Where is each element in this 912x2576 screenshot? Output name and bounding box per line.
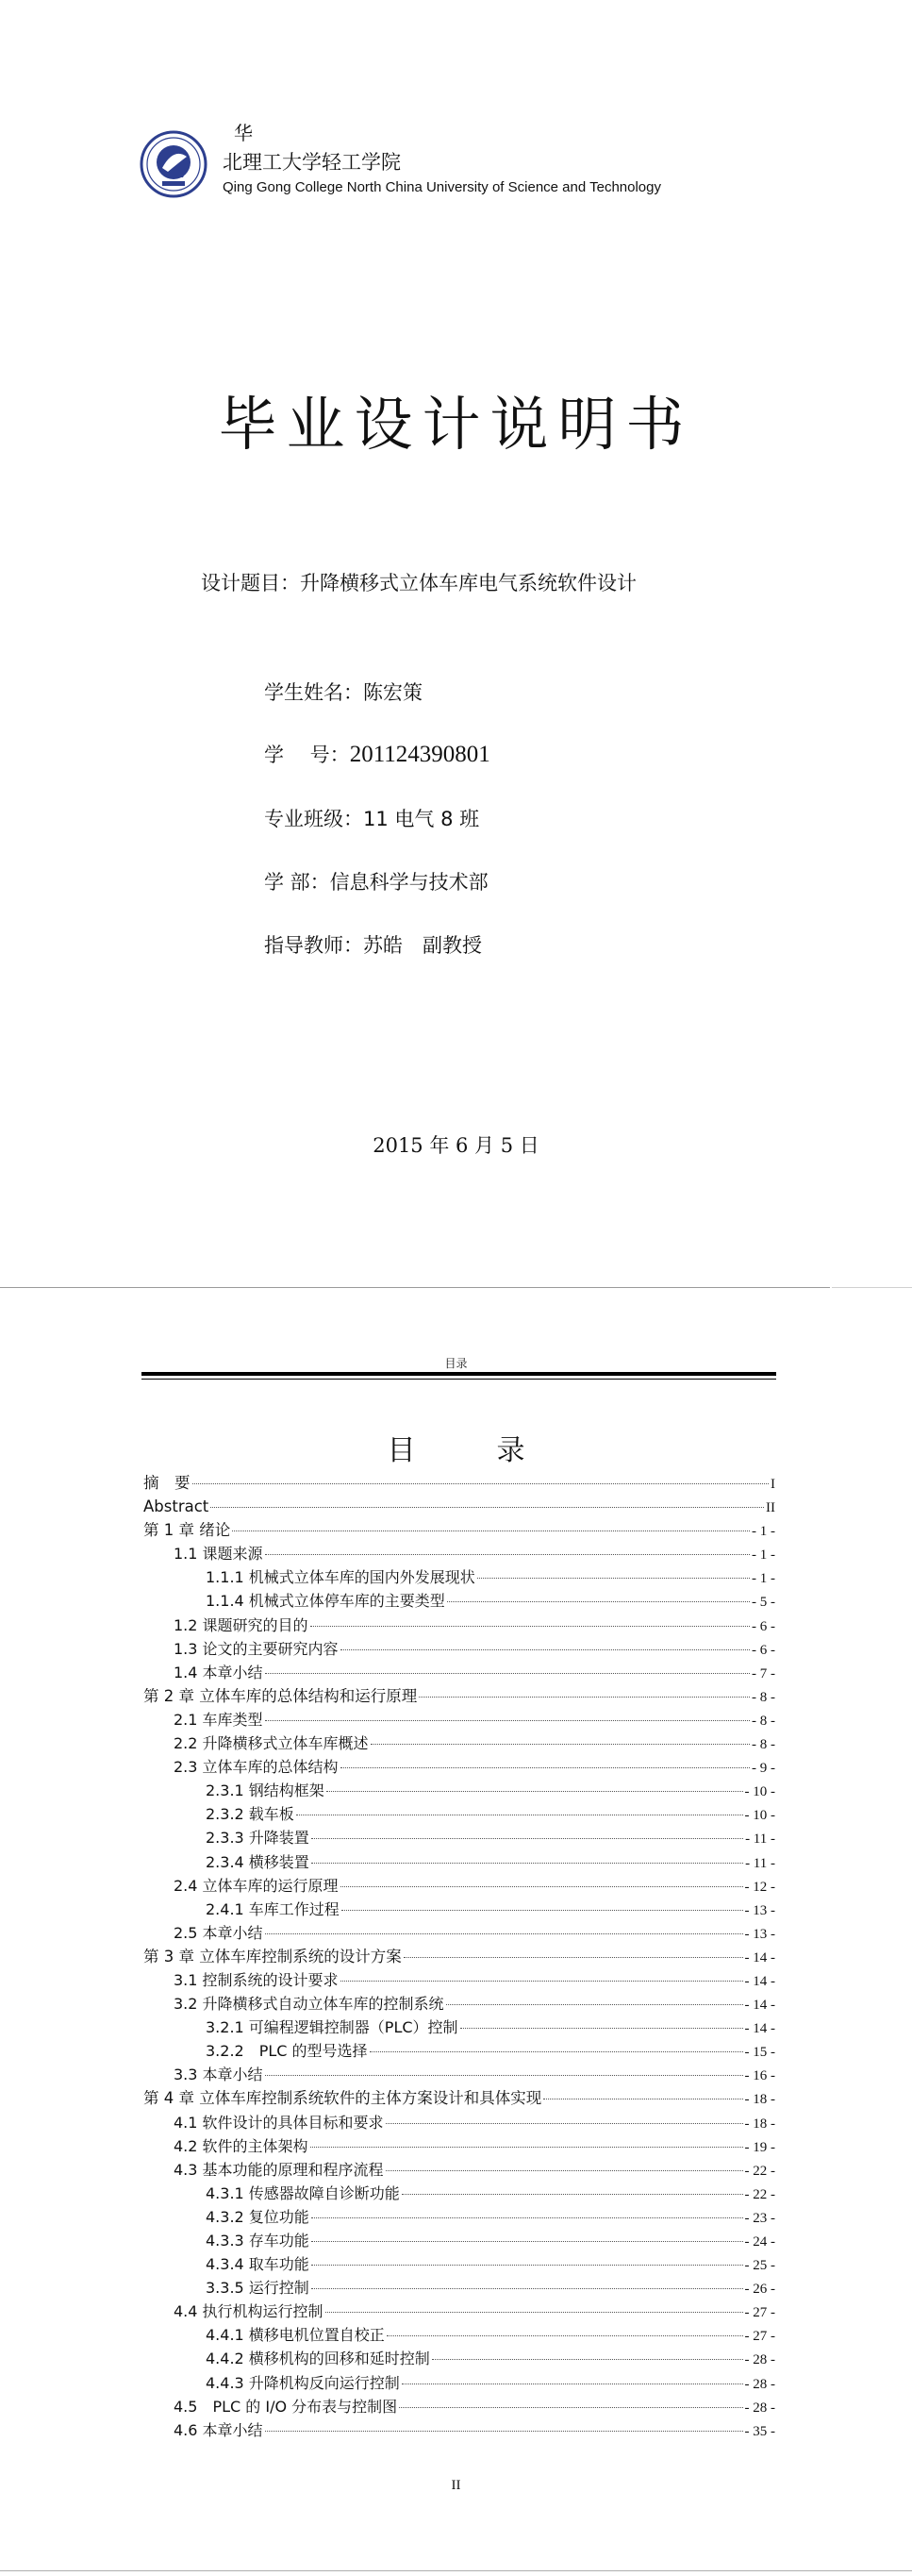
toc-entry-page: - 8 - [752,1689,775,1705]
advisor: 指导教师：苏皓 副教授 [264,934,482,957]
toc-entry-title: 1.1 课题来源 [174,1545,263,1564]
toc-entry[interactable] [143,1565,775,1589]
toc-entry[interactable] [143,1850,775,1874]
toc-entry-page: - 14 - [744,2021,775,2037]
major-class: 专业班级：11 电气 8 班 [264,808,480,830]
toc-entry[interactable] [143,2418,775,2442]
toc-entry-page: - 1 - [752,1547,775,1564]
toc-entry-page: - 23 - [744,2210,775,2226]
toc-entry-page: II [766,1500,775,1516]
student-name: 学生姓名：陈宏策 [264,681,423,704]
toc-entry-title: 2.3.2 载车板 [206,1805,294,1824]
toc-entry[interactable] [143,1589,775,1613]
toc-leader-dots [265,1673,750,1674]
university-name-char: 华 [234,122,253,144]
toc-entry-title: 2.4 立体车库的运行原理 [174,1876,339,1895]
toc-entry-page: - 28 - [744,2352,775,2368]
toc-entry-page: - 11 - [745,1855,775,1871]
toc-entry-title: 3.3 本章小结 [174,2066,263,2084]
toc-leader-dots [325,2312,743,2313]
toc-leader-dots [265,1720,750,1721]
toc-entry-title: 1.1.4 机械式立体停车库的主要类型 [206,1592,445,1611]
toc-entry[interactable] [143,2111,775,2134]
toc-entry-page: - 12 - [744,1879,775,1895]
toc-entry[interactable] [143,2182,775,2205]
header-rule-thick [141,1372,776,1376]
toc-entry-title: 1.2 课题研究的目的 [174,1615,308,1634]
toc-leader-dots [402,2194,743,2195]
toc-entry-page: - 26 - [744,2282,775,2298]
toc-leader-dots [386,2170,743,2171]
department: 学 部：信息科学与技术部 [264,871,489,894]
page-break-line-tail [832,1287,912,1288]
toc-entry[interactable] [143,2205,775,2229]
toc-entry-page: - 27 - [744,2329,775,2345]
toc-leader-dots [192,1483,770,1484]
toc-entry-page: - 14 - [744,1973,775,1989]
toc-entry[interactable] [143,1661,775,1684]
toc-entry[interactable] [143,1637,775,1661]
toc-entry[interactable] [143,1779,775,1802]
toc-entry-title: 2.3.1 钢结构框架 [206,1781,324,1800]
toc-entry-page: - 19 - [744,2139,775,2155]
document-title: 毕业设计说明书 [218,390,694,459]
toc-entry-title: 4.5 PLC 的 I/O 分布表与控制图 [174,2397,398,2416]
toc-entry-title: 2.3.4 横移装置 [206,1852,309,1871]
toc-leader-dots [386,2123,743,2124]
toc-entry-page: - 1 - [752,1524,775,1540]
toc-entry-title: Abstract [143,1497,209,1516]
toc-leader-dots [341,1910,743,1911]
toc-entry[interactable] [143,1755,775,1779]
toc-entry-title: 4.1 软件设计的具体目标和要求 [174,2113,384,2132]
toc-leader-dots [340,1886,743,1887]
toc-entry-title: 1.1.1 机械式立体车库的国内外发展现状 [206,1568,475,1587]
toc-title: 目 录 [387,1434,552,1467]
toc-entry-title: 1.4 本章小结 [174,1663,263,1681]
toc-entry-title: 3.3.5 运行控制 [206,2279,309,2298]
student-id: 201124390801 [349,742,490,767]
toc-entry-title: 3.1 控制系统的设计要求 [174,1970,339,1989]
toc-entry-page: - 6 - [752,1642,775,1658]
toc-entry-title: 第 2 章 立体车库的总体结构和运行原理 [143,1686,418,1705]
toc-entry-title: 1.3 论文的主要研究内容 [174,1639,339,1658]
toc-entry-page: - 15 - [744,2045,775,2061]
toc-entry[interactable] [143,1992,775,2016]
toc-entry[interactable] [143,1542,775,1565]
toc-entry[interactable] [143,2134,775,2158]
toc-entry-page: - 11 - [745,1832,775,1848]
toc-entry[interactable] [143,2039,775,2063]
toc-leader-dots [326,1791,743,1792]
toc-entry-title: 摘 要 [143,1474,191,1492]
toc-entry-title: 4.3.3 存车功能 [206,2232,309,2250]
toc-entry[interactable] [143,1495,775,1518]
university-logo [140,130,207,198]
toc-entry-page: - 10 - [744,1784,775,1800]
toc-entry[interactable] [143,1731,775,1755]
toc-leader-dots [265,2075,743,2076]
toc-entry[interactable] [143,2229,775,2252]
toc-entry-page: - 24 - [744,2234,775,2250]
toc-leader-dots [432,2359,743,2360]
toc-leader-dots [310,1626,750,1627]
toc-entry[interactable] [143,1518,775,1542]
page-header: 目录 [444,1357,468,1370]
toc-entry-page: - 14 - [744,1998,775,2014]
toc-leader-dots [340,1981,743,1982]
toc-entry[interactable] [143,2016,775,2039]
toc-entry-title: 3.2.2 PLC 的型号选择 [206,2042,368,2061]
toc-entry-page: - 1 - [752,1571,775,1587]
toc-entry-title: 第 3 章 立体车库控制系统的设计方案 [143,1947,402,1965]
toc-entry-page: - 28 - [744,2400,775,2416]
toc-leader-dots [399,2407,742,2408]
toc-entry[interactable] [143,2086,775,2110]
toc-entry[interactable] [143,1826,775,1849]
toc-leader-dots [265,2431,743,2432]
toc-entry[interactable] [143,1874,775,1898]
toc-entry-title: 4.3 基本功能的原理和程序流程 [174,2160,384,2179]
toc-leader-dots [370,2051,743,2052]
toc-entry-title: 4.3.4 取车功能 [206,2255,309,2274]
toc-leader-dots [340,1767,750,1768]
toc-entry-page: - 7 - [752,1665,775,1681]
toc-entry[interactable] [143,1614,775,1637]
toc-entry-page: - 22 - [744,2163,775,2179]
toc-leader-dots [311,1863,743,1864]
toc-entry-title: 3.2 升降横移式自动立体车库的控制系统 [174,1995,444,2014]
toc-entry-title: 2.4.1 车库工作过程 [206,1899,340,1918]
toc-entry[interactable] [143,2252,775,2276]
toc-leader-dots [210,1507,764,1508]
toc-leader-dots [340,1649,750,1650]
student-id-row [264,740,490,768]
toc-leader-dots [460,2028,743,2029]
toc-entry[interactable] [143,2158,775,2182]
toc-entry-title: 2.1 车库类型 [174,1710,263,1729]
page-break-line [0,1287,830,1288]
toc-entry[interactable] [143,1921,775,1945]
toc-entry-title: 第 1 章 绪论 [143,1521,231,1540]
toc-entry-page: - 13 - [744,1902,775,1918]
toc-entry-page: I [771,1477,775,1492]
toc-entry-title: 第 4 章 立体车库控制系统软件的主体方案设计和具体实现 [143,2089,542,2108]
toc-entry-page: - 13 - [744,1926,775,1942]
toc-entry[interactable] [143,2323,775,2347]
toc-entry-title: 4.3.1 传感器故障自诊断功能 [206,2183,400,2202]
toc-entry-page: - 10 - [744,1808,775,1824]
toc-entry-title: 2.2 升降横移式立体车库概述 [174,1734,369,1753]
toc-entry-page: - 9 - [752,1761,775,1777]
toc-entry[interactable] [143,2395,775,2418]
toc-entry[interactable] [143,1708,775,1731]
toc-entry-page: - 27 - [744,2305,775,2321]
toc-leader-dots [311,2241,743,2242]
toc-entry-title: 4.3.2 复位功能 [206,2207,309,2226]
toc-entry[interactable] [143,1802,775,1826]
toc-entry-title: 4.4 执行机构运行控制 [174,2302,323,2321]
toc-entry-page: - 25 - [744,2258,775,2274]
toc-entry-title: 2.3 立体车库的总体结构 [174,1758,339,1777]
toc-entry-title: 4.4.1 横移电机位置自校正 [206,2326,385,2345]
toc-leader-dots [419,1697,750,1698]
toc-entry-title: 4.4.3 升降机构反向运行控制 [206,2373,400,2392]
toc-entry[interactable] [143,1471,775,1495]
toc-leader-dots [310,2147,743,2148]
toc-entry-page: - 16 - [744,2068,775,2084]
university-name-en: Qing Gong College North China University of Science and Technology [223,179,661,195]
toc-leader-dots [477,1578,750,1579]
toc-entry[interactable] [143,1968,775,1992]
toc-leader-dots [311,2265,743,2266]
toc-entry[interactable] [143,2063,775,2086]
design-topic: 设计题目：升降横移式立体车库电气系统软件设计 [201,572,637,594]
toc-leader-dots [447,1601,750,1602]
toc-entry-title: 4.4.2 横移机构的回移和延时控制 [206,2350,430,2368]
toc-leader-dots [265,1554,750,1555]
toc-entry-page: - 28 - [744,2376,775,2392]
toc-entry-title: 2.5 本章小结 [174,1923,263,1942]
toc-entry-page: - 5 - [752,1595,775,1611]
toc-entry[interactable] [143,1684,775,1708]
toc-entry[interactable] [143,1945,775,1968]
toc-entry-title: 4.6 本章小结 [174,2420,263,2439]
toc-leader-dots [311,2288,743,2289]
toc-entry[interactable] [143,2347,775,2370]
toc-entry-page: - 18 - [744,2092,775,2108]
toc-entry-title: 3.2.1 可编程逻辑控制器（PLC）控制 [206,2018,458,2037]
toc-entry-page: - 35 - [744,2423,775,2439]
toc-entry-page: - 6 - [752,1618,775,1634]
toc-entry[interactable] [143,2276,775,2300]
toc-entry-page: - 18 - [744,2116,775,2132]
toc-entry-title: 4.2 软件的主体架构 [174,2136,308,2155]
toc-leader-dots [311,1838,743,1839]
page-number: II [451,2478,461,2493]
toc-entry-title: 2.3.3 升降装置 [206,1829,309,1848]
toc-entry-page: - 14 - [744,1949,775,1965]
toc-entry[interactable] [143,2300,775,2323]
toc-leader-dots [311,2217,743,2218]
toc-entry-page: - 22 - [744,2186,775,2202]
toc-list [143,1471,775,2442]
toc-leader-dots [446,2004,743,2005]
cover-date: 2015 年 6 月 5 日 [373,1134,539,1157]
student-id-label: 学 号： [264,744,350,766]
university-name-cn: 北理工大学轻工学院 [223,151,401,174]
toc-entry[interactable] [143,2371,775,2395]
toc-entry-page: - 8 - [752,1737,775,1753]
toc-leader-dots [404,1957,743,1958]
header-rule-thin [141,1379,776,1380]
toc-entry[interactable] [143,1898,775,1921]
toc-leader-dots [265,1933,743,1934]
toc-entry-page: - 8 - [752,1713,775,1729]
toc-leader-dots [371,1744,750,1745]
toc-leader-dots [387,2335,743,2336]
page-bottom-line [0,2570,912,2571]
